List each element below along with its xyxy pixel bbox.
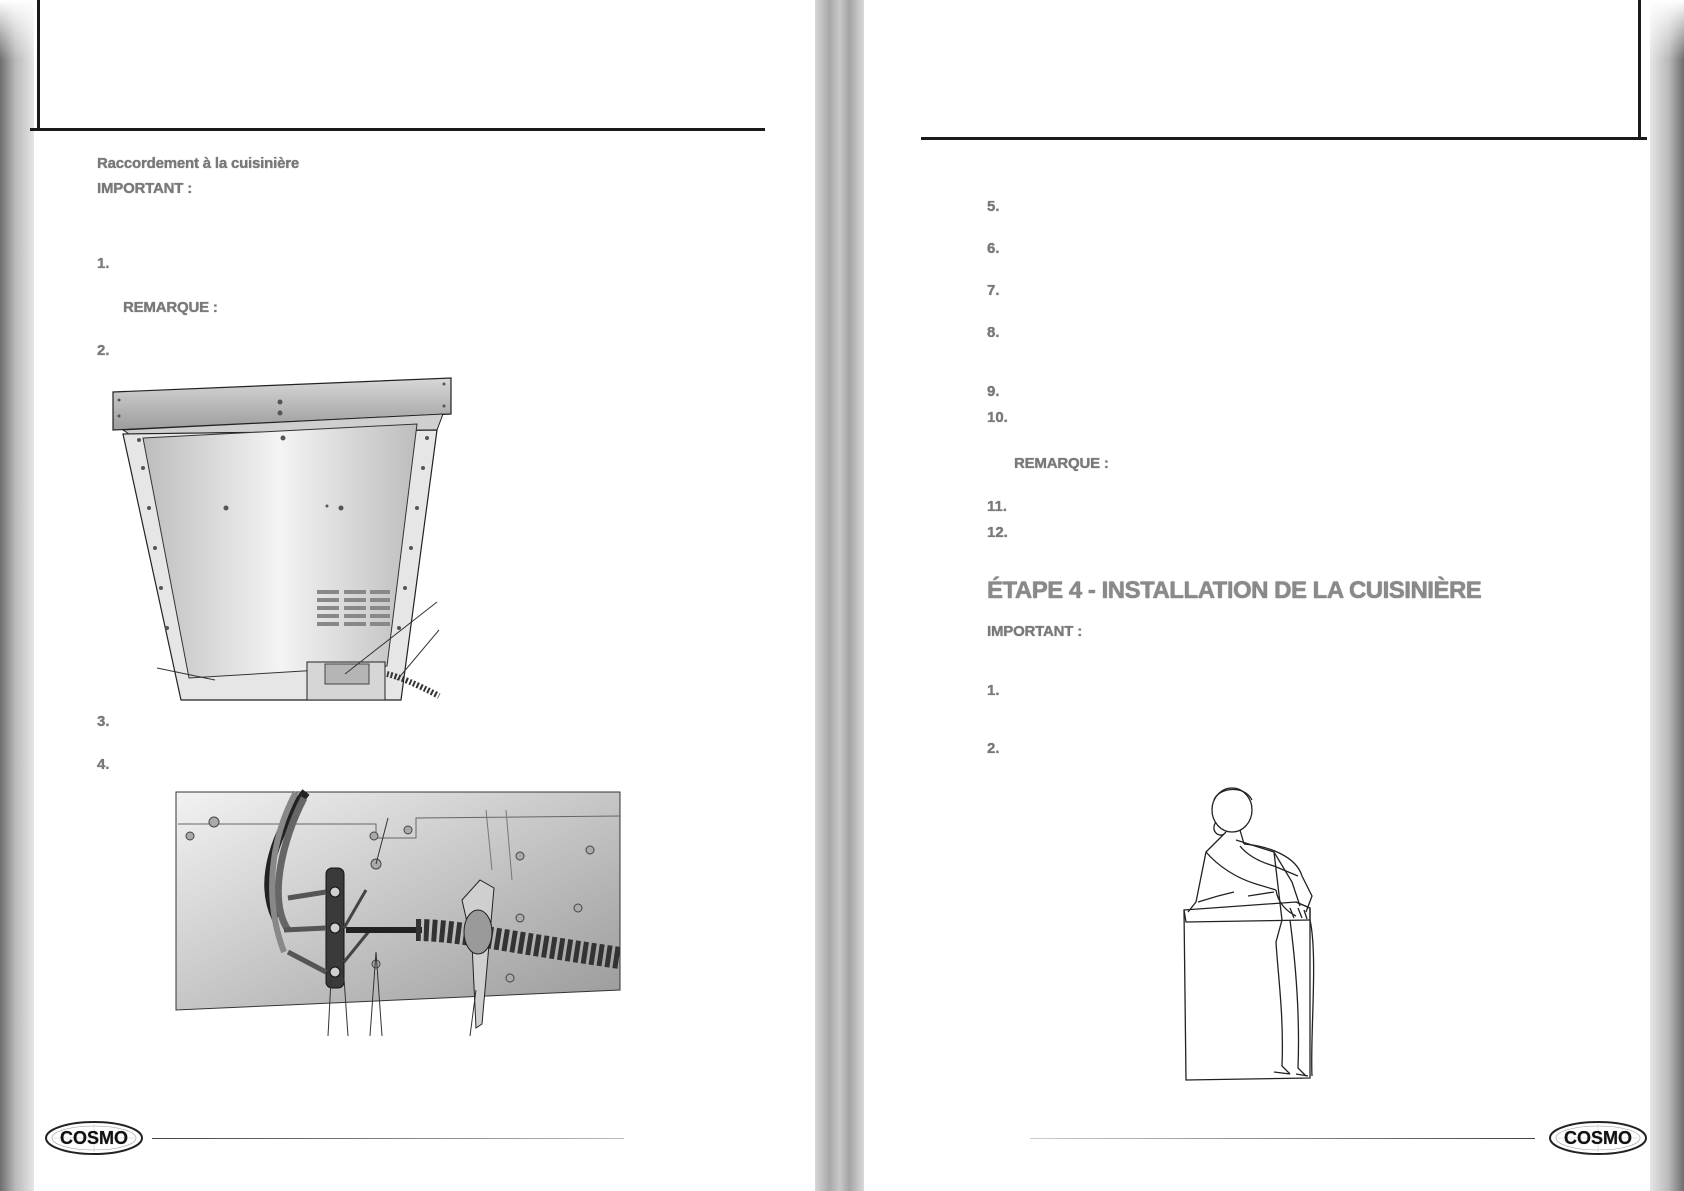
left-header-rule [30,128,765,131]
page-edge-left [0,0,34,1191]
note-label: REMARQUE : [1014,455,1109,472]
important-label: IMPORTANT : [987,623,1083,640]
terminal-block-illustration [176,780,620,1036]
step-number: 5. [987,198,1000,215]
step-number: 12. [987,524,1008,541]
step-number: 11. [987,498,1008,515]
section-title: Raccordement à la cuisinière [97,155,299,172]
left-vertical-rule [37,0,40,131]
step-number: 9. [987,383,1000,400]
step-number: 1. [97,255,110,272]
step-number: 2. [97,342,110,359]
man-installing-range-illustration [1178,786,1398,1086]
step-number: 10. [987,409,1008,426]
step-number: 8. [987,324,1000,341]
right-header-rule [921,137,1647,140]
step-number: 2. [987,740,1000,757]
step-number: 7. [987,282,1000,299]
right-vertical-rule [1638,0,1641,140]
section-heading: ÉTAPE 4 - INSTALLATION DE LA CUISINIÈRE [987,577,1482,604]
footer-rule [152,1138,624,1139]
footer-rule [1030,1138,1535,1139]
note-label: REMARQUE : [123,299,218,316]
step-number: 3. [97,713,110,730]
step-number: 1. [987,682,1000,699]
step-number: 4. [97,756,110,773]
book-spine [815,0,864,1191]
step-number: 6. [987,240,1000,257]
cosmo-logo-text: COSMO [1563,1128,1632,1148]
page-edge-right [1650,0,1684,1191]
range-back-illustration [105,378,465,703]
cosmo-logo-text: COSMO [59,1128,128,1148]
important-label: IMPORTANT : [97,180,193,197]
